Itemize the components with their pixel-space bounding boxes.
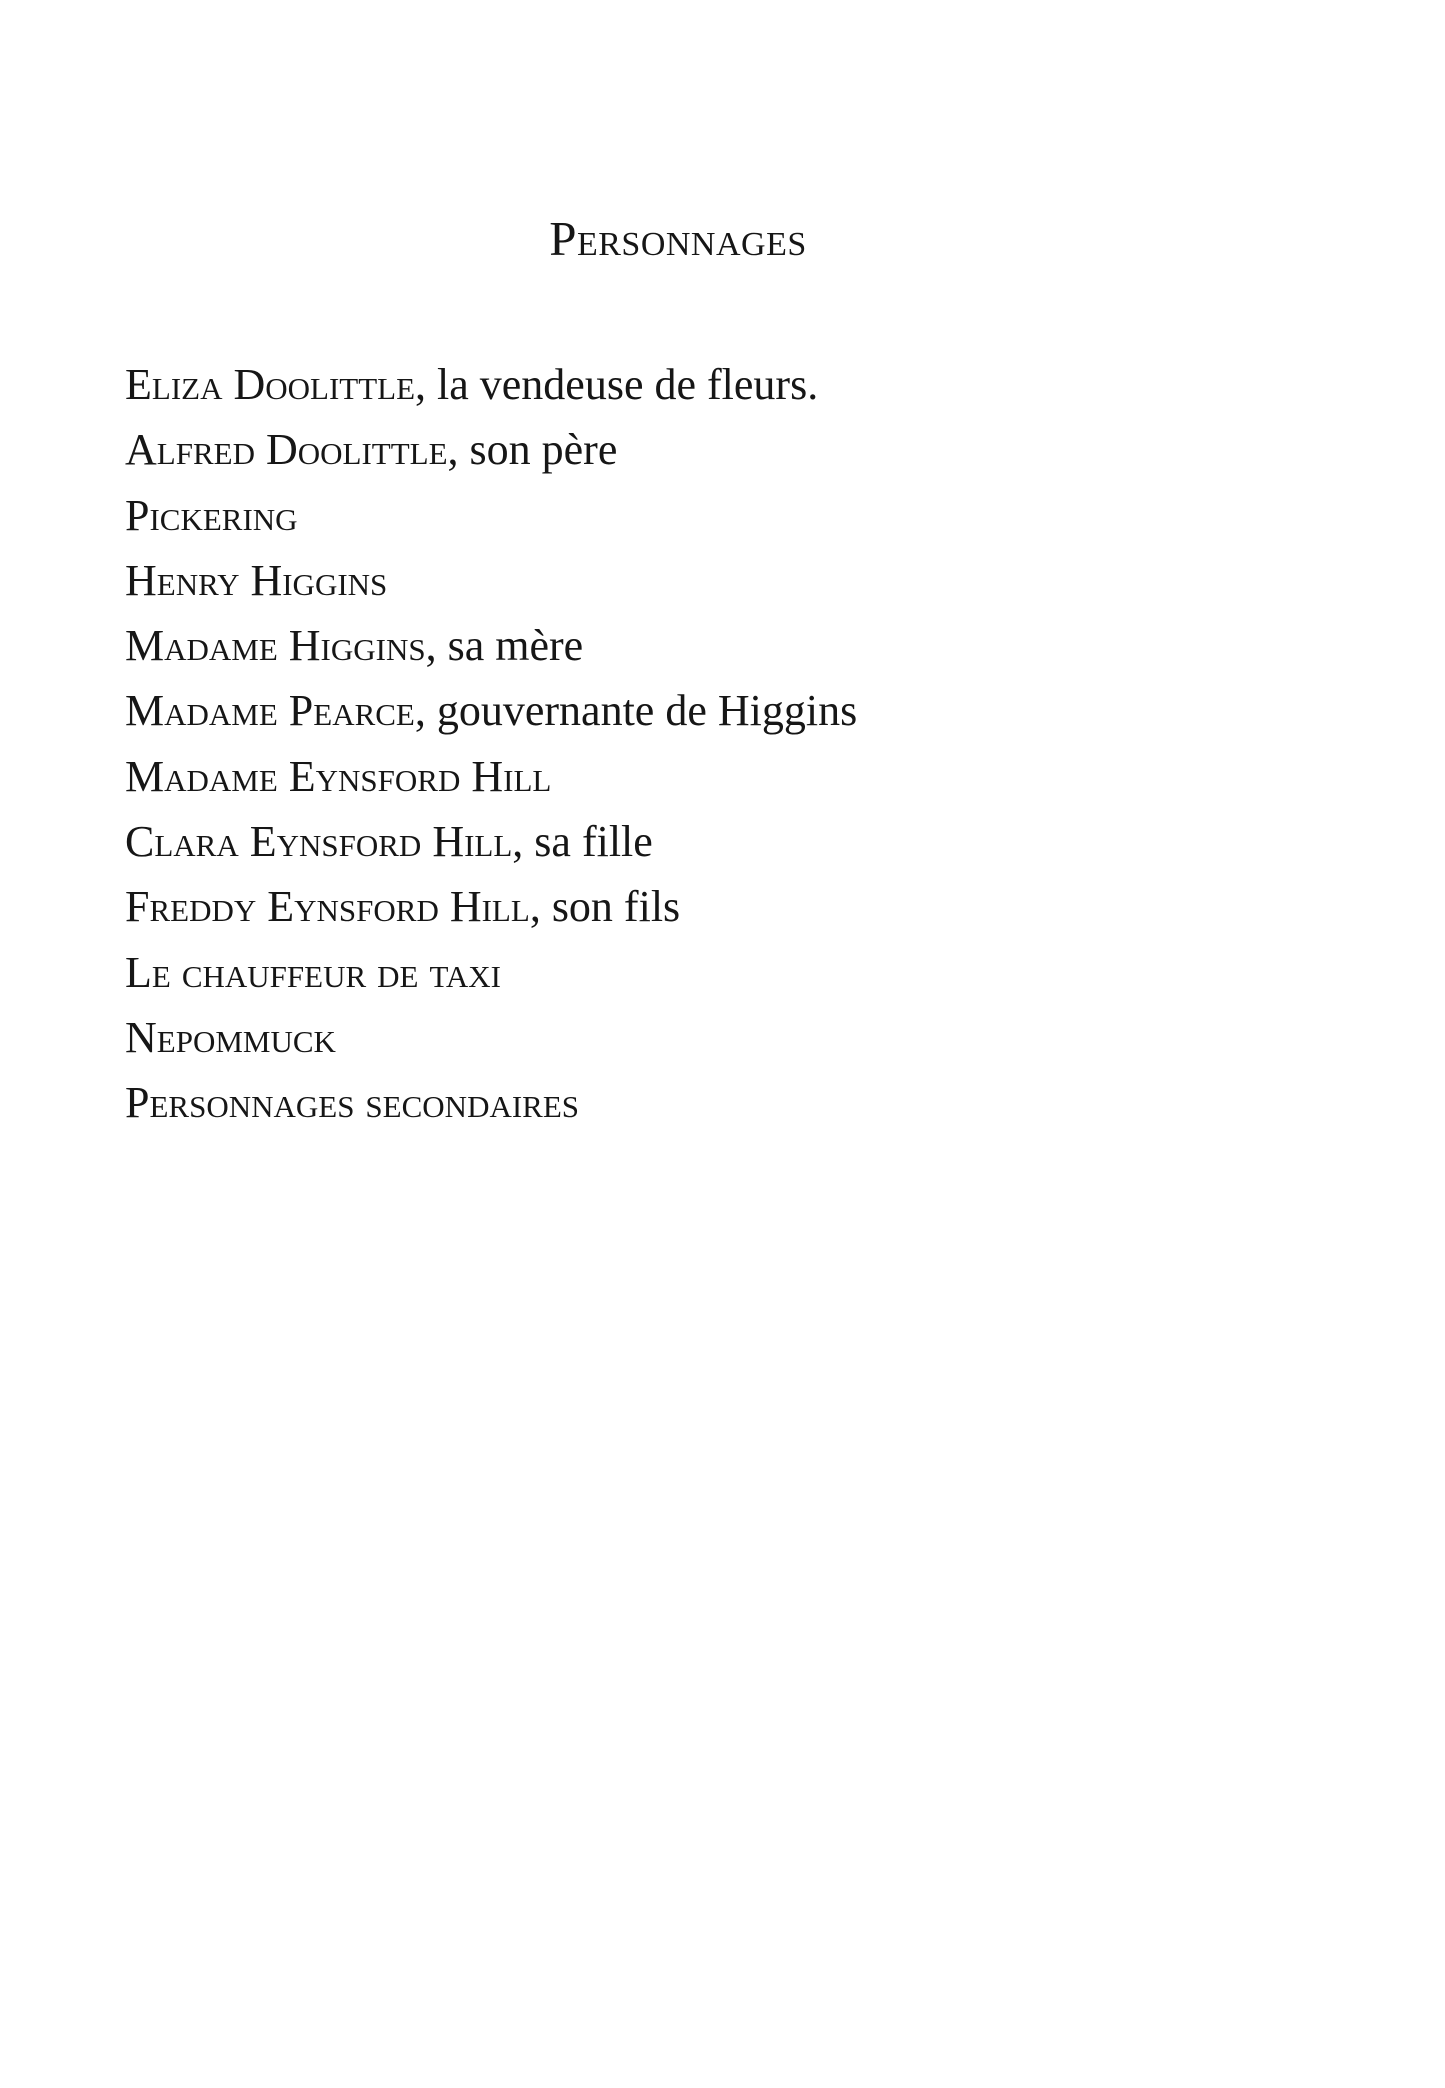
character-entry (125, 548, 1231, 613)
character-name: Alfred Doolittle (125, 425, 448, 475)
character-name: Eliza Doolittle (125, 360, 416, 409)
character-entry (125, 417, 1231, 482)
character-entry (125, 874, 1231, 939)
character-name: Nepommuck (125, 1012, 336, 1062)
page-title: Personnages (549, 211, 807, 266)
character-name: Freddy Eynsford Hill (125, 882, 530, 932)
character-name: Madame Eynsford Hill (125, 751, 552, 801)
character-entry (125, 1005, 1231, 1070)
character-name: Clara Eynsford Hill (125, 817, 513, 867)
character-name: Personnages secondaires (125, 1078, 580, 1128)
character-name: Le chauffeur de taxi (125, 947, 502, 997)
character-description: , son fils (529, 882, 681, 932)
character-entry (125, 1070, 1231, 1135)
character-description: , la vendeuse de fleurs. (415, 360, 819, 409)
character-name: Madame Pearce (125, 686, 415, 736)
character-entry (125, 940, 1231, 1005)
character-entry (125, 744, 1231, 809)
character-entry (125, 678, 1231, 743)
character-description: , gouvernante de Higgins (414, 686, 858, 736)
character-entry (125, 613, 1231, 678)
character-entry (125, 809, 1231, 874)
character-description: , sa mère (425, 621, 584, 671)
character-entry (125, 483, 1231, 548)
character-description: , son père (447, 425, 618, 475)
character-name: Pickering (125, 490, 298, 540)
character-entry (125, 352, 1231, 417)
character-list (125, 352, 1231, 1136)
character-name: Henry Higgins (125, 555, 388, 605)
character-name: Madame Higgins (125, 621, 426, 671)
character-description: , sa fille (512, 817, 653, 867)
